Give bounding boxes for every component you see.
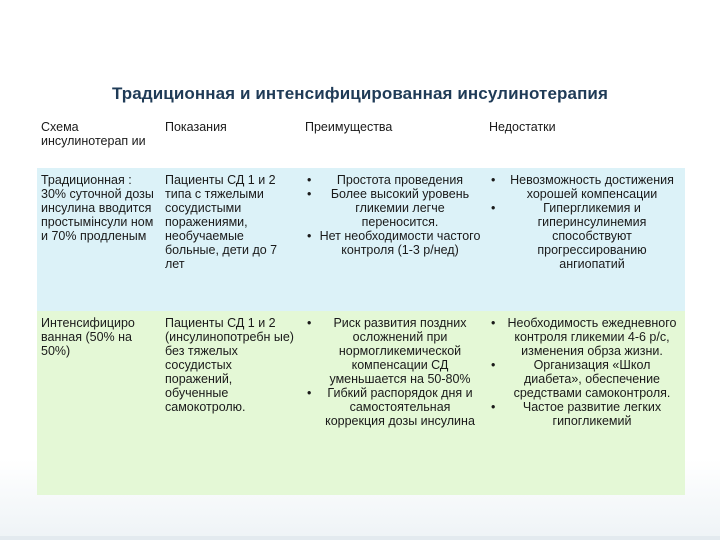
comparison-table — [37, 112, 685, 495]
header-advantages: Преимущества — [305, 120, 393, 134]
row-advantages — [301, 168, 485, 311]
list-item: • Невозможность достижения хорошей компенсации — [489, 173, 681, 201]
list-item: • Необходимость ежедневного контроля гликемии 4-6 р/с, изменения обрза жизни. — [489, 316, 681, 358]
header-scheme: Схема инсулинотерап ии — [41, 120, 146, 148]
header-disadvantages: Недостатки — [489, 120, 556, 134]
table-row — [37, 311, 685, 495]
row-scheme: Интенсифициро ванная (50% на 50%) — [41, 316, 135, 358]
table-header-row — [37, 112, 685, 168]
list-item: • Частое развитие легких гипогликемий — [489, 400, 681, 428]
slide-footer-band — [0, 536, 720, 540]
row-disadvantages — [485, 311, 685, 495]
list-item: • Гибкий распорядок дня и самостоятельная коррекция дозы инсулина — [305, 386, 481, 428]
slide-title: Традиционная и интенсифицированная инсулинотерапия — [111, 84, 609, 103]
row-disadvantages — [485, 168, 685, 311]
header-indications: Показания — [165, 120, 227, 134]
row-advantages — [301, 311, 485, 495]
row-scheme: Традиционная : 30% суточной дозы инсулина вводится простымінсули ном и 70% продленым — [41, 173, 154, 243]
list-item: • Нет необходимости частого контроля (1-3 р/нед) — [305, 229, 481, 257]
list-item: • Гипергликемия и гиперинсулинемия способствуют прогрессированию ангиопатий — [489, 201, 681, 271]
table-row — [37, 168, 685, 311]
list-item: • Более высокий уровень гликемии легче переносится. — [305, 187, 481, 229]
row-indications: Пациенты СД 1 и 2 (инсулинопотребн ые) без тяжелых сосудистых поражений, обученные самокотролю. — [165, 316, 294, 414]
list-item: • Риск развития поздних осложнений при нормогликемической компенсации СД уменьшается на 50-80% — [305, 316, 481, 386]
list-item: • Простота проведения — [305, 173, 481, 187]
row-indications: Пациенты СД 1 и 2 типа с тяжелыми сосудистыми поражениями, необучаемые больные, дети до 7 лет — [165, 173, 278, 271]
list-item: • Организация «Школ диабета», обеспечение средствами самоконтроля. — [489, 358, 681, 400]
